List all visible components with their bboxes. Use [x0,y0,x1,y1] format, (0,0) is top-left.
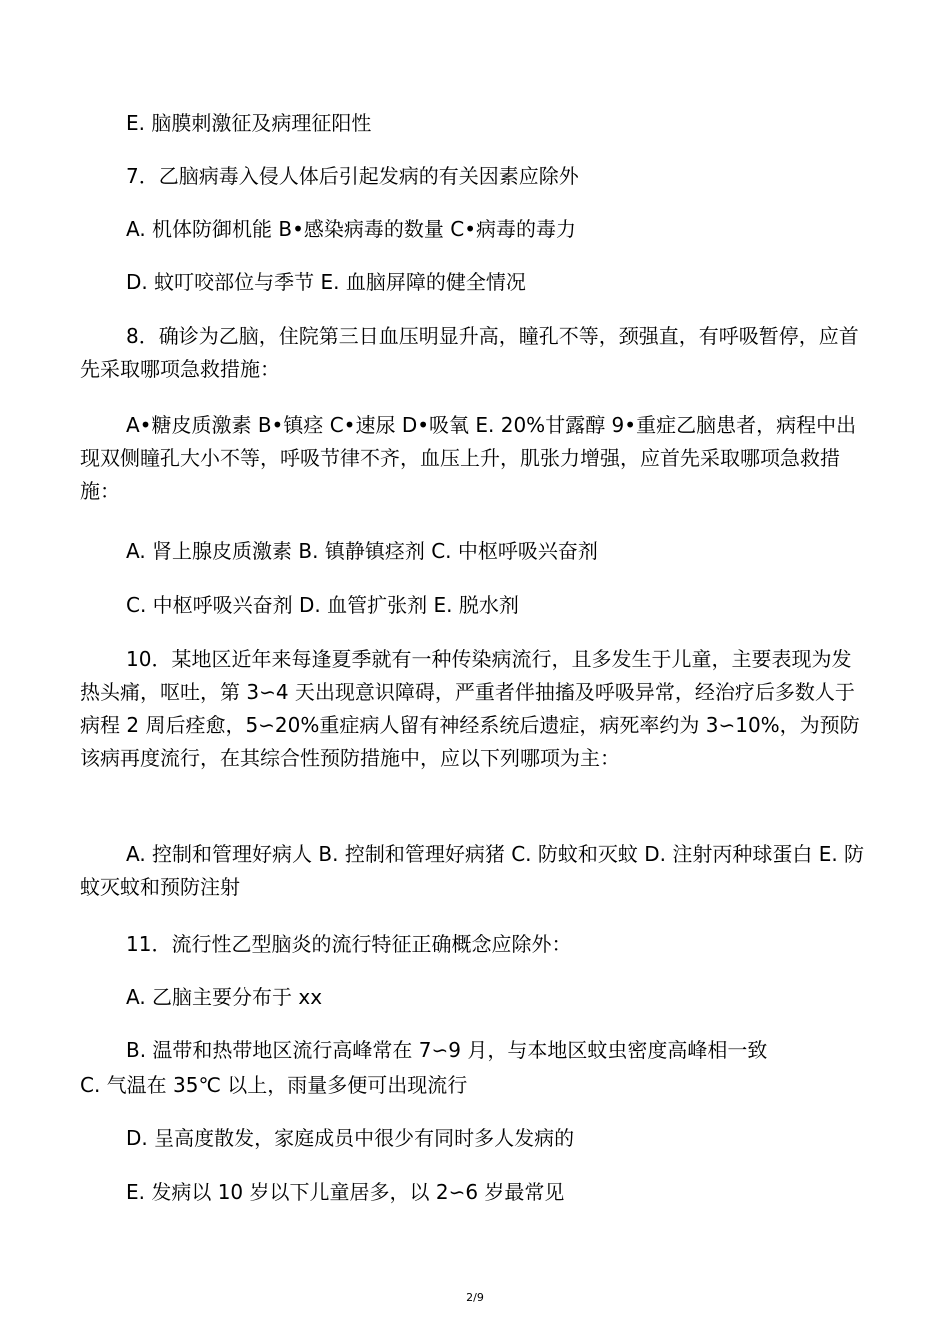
question-10: 10．某地区近年来每逢夏季就有一种传染病流行，且多发生于儿童，主要表现为发热头痛，呕吐，第 3∽4 天出现意识障碍，严重者伴抽搐及呼吸异常，经治疗后多数人于病程 2 周后痊愈，5∽20%重症病人留有神经系统后遗症，病死率约为 3∽10%，为预防该病再度流行，在其综合性预防措施中，应以下列哪项为主： [80,647,860,770]
question-7-options-abc: A. 机体防御机能 B•感染病毒的数量 C•病毒的毒力 [126,217,577,241]
question-11-option-d: D. 呈高度散发，家庭成员中很少有同时多人发病的 [126,1126,575,1150]
question-11-option-e: E. 发病以 10 岁以下儿童居多，以 2∽6 岁最常见 [126,1180,565,1204]
question-11-option-a: A. 乙脑主要分布于 xx [126,985,323,1009]
question-8-options-and-question-9: A•糖皮质激素 B•镇痉 C•速尿 D•吸氧 E. 20%甘露醇 9•重症乙脑患者，病程中出现双侧瞳孔大小不等，呼吸节律不齐，血压上升，肌张力增强，应首先采取哪项急救措施： [80,413,857,503]
question-7-options-de: D. 蚊叮咬部位与季节 E. 血脑屏障的健全情况 [126,270,526,294]
question-11-option-c: C. 气温在 35℃ 以上，雨量多便可出现流行 [80,1073,468,1097]
question-9-options-cde: C. 中枢呼吸兴奋剂 D. 血管扩张剂 E. 脱水剂 [126,593,519,617]
option-6e: E. 脑膜刺激征及病理征阳性 [126,111,372,135]
question-9-options-abc: A. 肾上腺皮质激素 B. 镇静镇痉剂 C. 中枢呼吸兴奋剂 [126,539,598,563]
question-11: 11．流行性乙型脑炎的流行特征正确概念应除外： [126,932,572,956]
page-number: 2/9 [466,1291,484,1304]
question-7: 7．乙脑病毒入侵人体后引起发病的有关因素应除外 [126,164,579,188]
question-8: 8．确诊为乙脑，住院第三日血压明显升高，瞳孔不等，颈强直，有呼吸暂停，应首先采取哪项急救措施： [80,324,859,381]
question-10-options: A. 控制和管理好病人 B. 控制和管理好病猪 C. 防蚊和灭蚊 D. 注射丙种球蛋白 E. 防蚊灭蚊和预防注射 [80,842,865,899]
question-11-option-b: B. 温带和热带地区流行高峰常在 7∽9 月，与本地区蚊虫密度高峰相一致 [126,1038,768,1062]
